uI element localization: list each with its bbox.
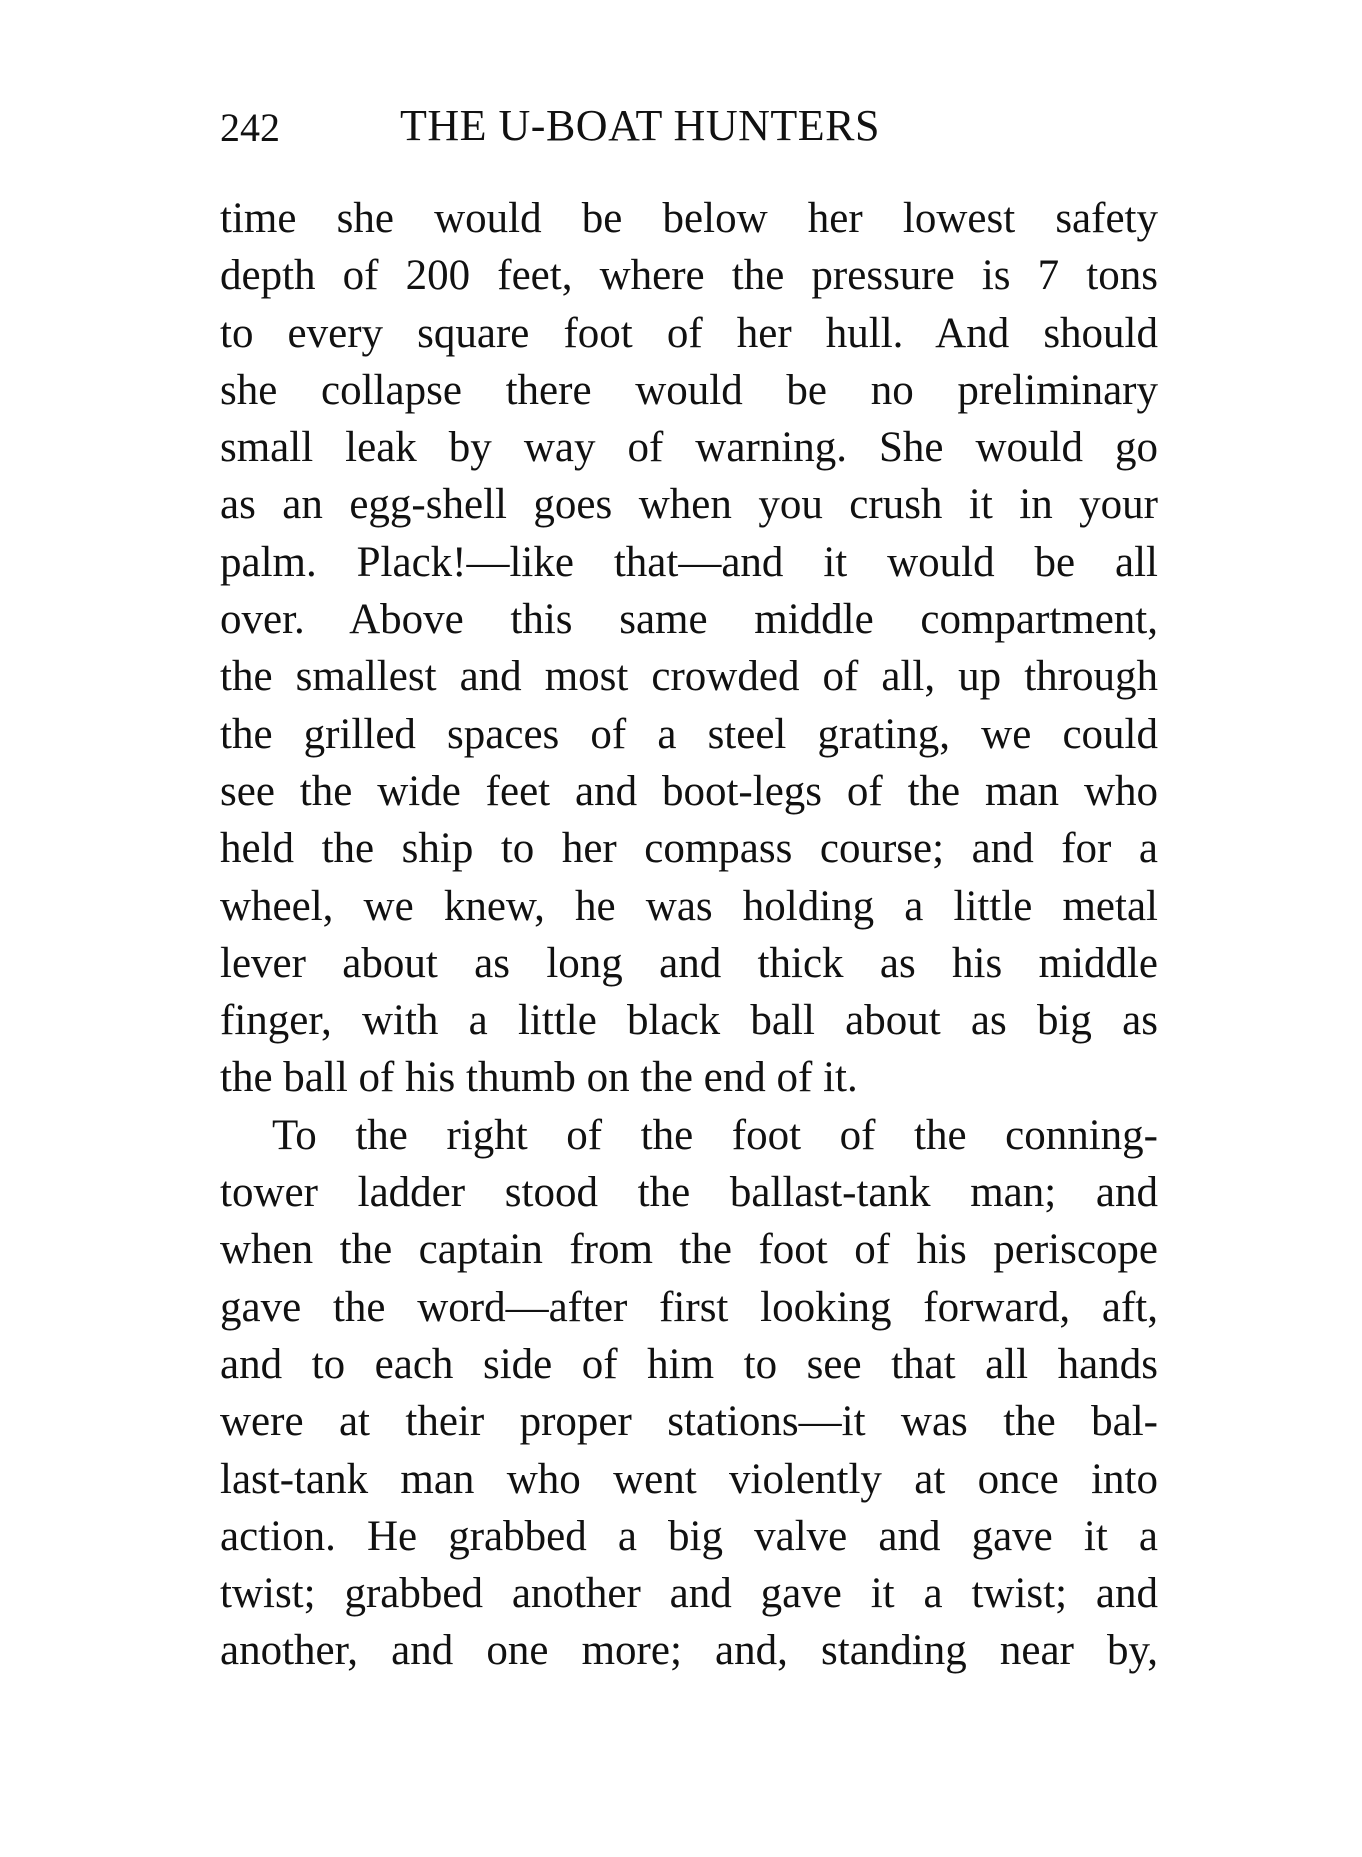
text-line: she collapse there would be no preliminary bbox=[220, 366, 1158, 414]
text-line: the ball of his thumb on the end of it. bbox=[220, 1054, 858, 1102]
text-line: finger, with a little black ball about as big as bbox=[220, 997, 1158, 1045]
text-line: depth of 200 feet, where the pressure is 7 tons bbox=[220, 252, 1158, 300]
text-line: and to each side of him to see that all hands bbox=[220, 1340, 1158, 1388]
text-line: To the right of the foot of the conning- bbox=[272, 1111, 1158, 1159]
text-line: when the captain from the foot of his periscope bbox=[220, 1226, 1158, 1274]
text-line: gave the word—after first looking forward, aft, bbox=[220, 1283, 1158, 1331]
text-line: wheel, we knew, he was holding a little metal bbox=[220, 882, 1158, 930]
text-line: over. Above this same middle compartment, bbox=[220, 596, 1158, 644]
page-header bbox=[220, 96, 1160, 156]
text-line: see the wide feet and boot-legs of the man who bbox=[220, 767, 1158, 815]
text-line: time she would be below her lowest safety bbox=[220, 195, 1158, 242]
text-line: action. He grabbed a big valve and gave it a bbox=[220, 1512, 1158, 1560]
text-line: the grilled spaces of a steel grating, we could bbox=[220, 710, 1158, 758]
text-line: as an egg-shell goes when you crush it in your bbox=[220, 481, 1158, 529]
text-line: last-tank man who went violently at once into bbox=[220, 1455, 1158, 1503]
text-line: were at their proper stations—it was the bal- bbox=[220, 1398, 1158, 1446]
text-line: the smallest and most crowded of all, up through bbox=[220, 653, 1158, 701]
text-line: another, and one more; and, standing near by, bbox=[220, 1627, 1158, 1675]
running-title: THE U-BOAT HUNTERS bbox=[400, 101, 880, 150]
text-line: palm. Plack!—like that—and it would be all bbox=[220, 538, 1158, 586]
text-line: held the ship to her compass course; and for a bbox=[220, 825, 1158, 873]
text-line: to every square foot of her hull. And should bbox=[220, 309, 1158, 357]
text-line: small leak by way of warning. She would go bbox=[220, 424, 1158, 472]
text-line: lever about as long and thick as his middle bbox=[220, 939, 1158, 987]
text-line: twist; grabbed another and gave it a twist; and bbox=[220, 1570, 1158, 1618]
body-text bbox=[220, 190, 1158, 1680]
text-line: tower ladder stood the ballast-tank man; and bbox=[220, 1169, 1158, 1217]
page-number: 242 bbox=[220, 105, 280, 150]
